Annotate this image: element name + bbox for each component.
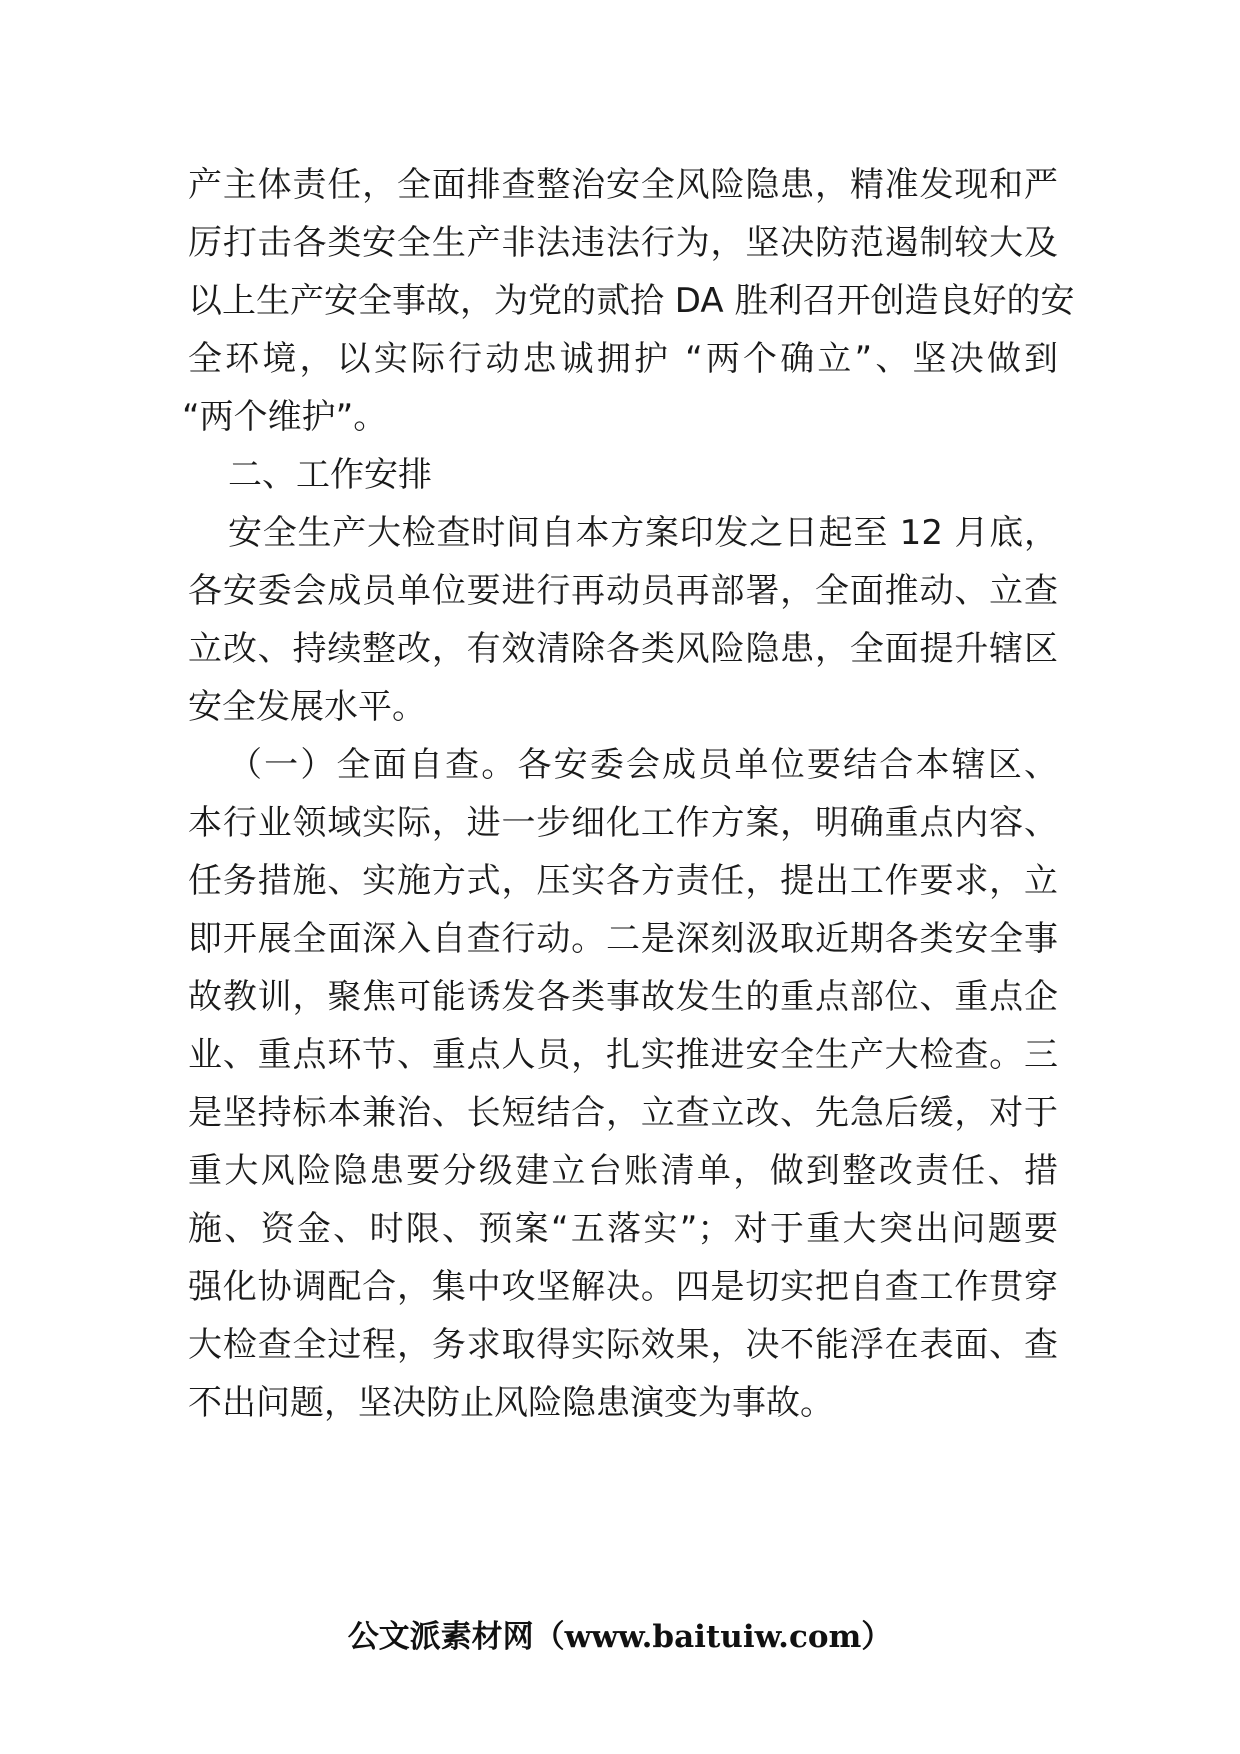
text-line: “两个维护”。	[182, 397, 388, 437]
paragraph-first-line: 安全生产大检查时间自本方案印发之日起至 12 月底，	[228, 513, 1058, 553]
text-line: 故教训，聚焦可能诱发各类事故发生的重点部位、重点企	[188, 977, 1058, 1017]
footer-watermark: 公文派素材网（www.baituiw.com）	[347, 1619, 893, 1655]
text-line: 厉打击各类安全生产非法违法行为，坚决防范遏制较大及	[188, 223, 1058, 263]
text-line: 施、资金、时限、预案“五落实”；对于重大突出问题要	[188, 1209, 1058, 1249]
text-line: 重大风险隐患要分级建立台账清单，做到整改责任、措	[188, 1151, 1058, 1191]
text-line: 各安委会成员单位要进行再动员再部署，全面推动、立查	[188, 571, 1058, 611]
text-line: 以上生产安全事故，为党的贰拾 DA 胜利召开创造良好的安	[188, 281, 1075, 321]
text-line: 即开展全面深入自查行动。二是深刻汲取近期各类安全事	[188, 919, 1058, 959]
text-line: 业、重点环节、重点人员，扎实推进安全生产大检查。三	[188, 1035, 1058, 1075]
text-line: 强化协调配合，集中攻坚解决。四是切实把自查工作贯穿	[188, 1267, 1058, 1307]
text-line: 产主体责任，全面排查整治安全风险隐患，精准发现和严	[188, 165, 1058, 205]
text-line: 大检查全过程，务求取得实际效果，决不能浮在表面、查	[188, 1325, 1058, 1365]
text-line: 不出问题，坚决防止风险隐患演变为事故。	[188, 1383, 834, 1423]
text-line: 本行业领域实际，进一步细化工作方案，明确重点内容、	[188, 803, 1058, 843]
text-line: 全环境，以实际行动忠诚拥护 “两个确立”、坚决做到	[188, 339, 1058, 379]
text-line: 任务措施、实施方式，压实各方责任，提出工作要求，立	[188, 861, 1058, 901]
paragraph-first-line: （一）全面自查。各安委会成员单位要结合本辖区、	[228, 745, 1058, 785]
text-line: 安全发展水平。	[188, 687, 426, 727]
text-line: 是坚持标本兼治、长短结合，立查立改、先急后缓，对于	[188, 1093, 1058, 1133]
text-line: 立改、持续整改，有效清除各类风险隐患，全面提升辖区	[188, 629, 1058, 669]
section-heading: 二、工作安排	[228, 455, 432, 495]
